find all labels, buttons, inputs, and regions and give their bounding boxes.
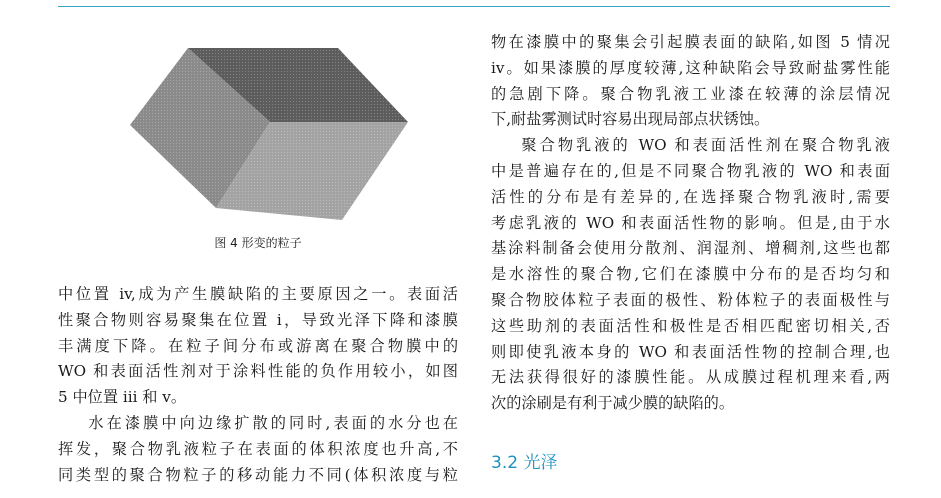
text-line: 是水溶性的聚合物,它们在漆膜中分布的是否均匀和 (491, 265, 890, 284)
text-line: 挥发，聚合物乳液粒子在表面的体积浓度也升高,不 (58, 439, 458, 458)
text-line: 水在漆膜中向边缘扩散的同时,表面的水分也在 (88, 413, 458, 432)
text-line: 则即使乳液本身的 WO 和表面活性物的控制合理,也 (491, 342, 890, 361)
text-line: 中位置 iv,成为产生膜缺陷的主要原因之一。表面活 (58, 285, 458, 303)
text-line: 性聚合物则容易聚集在位置 i，导致光泽下降和漆膜 (58, 310, 458, 329)
text-line: 基涂料制备会使用分散剂、润湿剂、增稠剂,这些也都 (491, 239, 890, 258)
deformed-particle-polyhedron-icon (130, 48, 408, 220)
text-line: 5 中位置 iii 和 v。 (58, 388, 187, 407)
text-line: 的急剧下降。聚合物乳液工业漆在较薄的涂层情况 (491, 84, 890, 103)
text-line: 聚合物胶体粒子表面的极性、粉体粒子的表面极性与 (491, 290, 890, 309)
figure-caption: 图 4 形变的粒子 (214, 236, 302, 250)
text-line: 考虑乳液的 WO 和表面活性物的影响。但是,由于水 (491, 213, 890, 232)
text-line: 次的涂刷是有利于减少膜的缺陷的。 (491, 394, 734, 413)
section-heading: 3.2 光泽 (491, 453, 558, 473)
text-line: 中是普遍存在的,但是不同聚合物乳液的 WO 和表面 (491, 161, 890, 180)
text-line: iv。如果漆膜的厚度较薄,这种缺陷会导致耐盐雾性能 (491, 58, 890, 77)
text-line: 活性的分布是有差异的,在选择聚合物乳液时,需要 (491, 187, 890, 206)
text-line: 下,耐盐雾测试时容易出现局部点状锈蚀。 (491, 110, 770, 129)
top-rule (58, 6, 890, 7)
text-line: 丰满度下降。在粒子间分布或游离在聚合物膜中的 (58, 336, 458, 355)
deformed-particle-figure (130, 40, 410, 222)
text-line: 这些助剂的表面活性和极性是否相匹配密切相关,否 (491, 316, 890, 335)
text-line: 聚合物乳液的 WO 和表面活性剂在聚合物乳液 (521, 136, 890, 155)
text-line: 同类型的聚合物粒子的移动能力不同(体积浓度与粒 (58, 465, 458, 484)
text-line: WO 和表面活性剂对于涂料性能的负作用较小，如图 (58, 362, 458, 381)
text-line: 物在漆膜中的聚集会引起膜表面的缺陷,如图 5 情况 (491, 33, 890, 51)
left-column-text (58, 282, 458, 488)
text-line: 无法获得很好的漆膜性能。从成膜过程机理来看,两 (491, 368, 890, 387)
right-column-text (491, 30, 890, 417)
